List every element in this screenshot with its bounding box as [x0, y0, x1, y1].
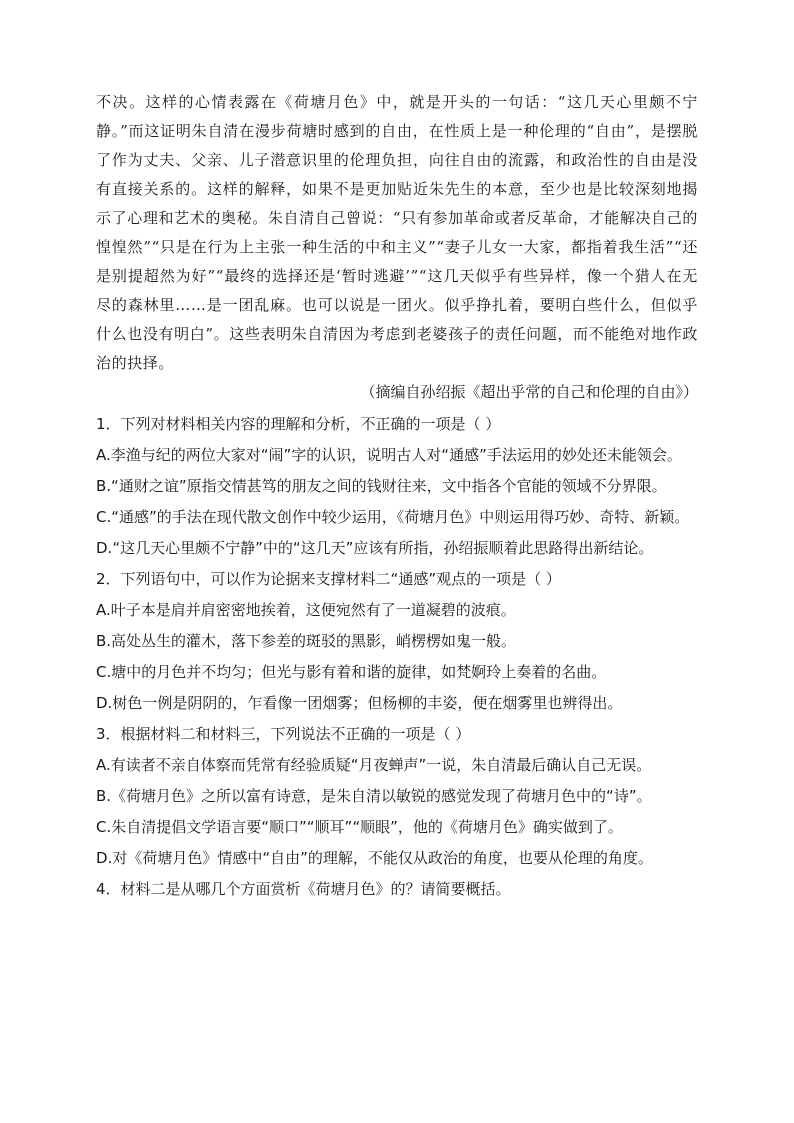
option-a: A.有读者不亲自体察而凭常有经验质疑“月夜蝉声”一说，朱自清最后确认自己无误。 [96, 756, 652, 774]
question-stem: 3．根据材料二和材料三，下列说法不正确的一项是（ ） [96, 725, 471, 743]
option-a: A.李渔与纪的两位大家对“闹”字的认识，说明古人对“通感”手法运用的妙处还未能领会。 [96, 446, 682, 464]
question-stem: 2．下列语句中，可以作为论据来支撑材料二“通感”观点的一项是（ ） [96, 570, 561, 588]
option-b: B.《荷塘月色》之所以富有诗意，是朱自清以敏锐的感觉发现了荷塘月色中的“诗”。 [96, 787, 652, 805]
option-b: B.高处丛生的灌木，落下参差的斑驳的黑影，峭楞楞如鬼一般。 [96, 632, 517, 650]
passage-paragraph: 不决。这样的心情表露在《荷塘月色》中，就是开头的一句话：“这几天心里颇不宁静。”而这证明朱自清在漫步荷塘时感到的自由，在性质上是一种伦理的“自由”，是摆脱了作为丈夫、父亲、儿子潜意识里的伦理负担，向往自由的流露，和政治性的自由是没有直接关系的。这样的解释，如果不是更加贴近朱先生的本意，至少也是比较深刻地揭示了心理和艺术的奥秘。朱自清自己曾说：“只有参加革命或者反革命，才能解决自己的惶惶然”“只是在行为上主张一种生活的中和主义”“妻子儿女一大家，都指着我生活”“还是别提超然为好”“最终的选择还是‘暂时逃避’”“这几天似乎有些异样，像一个猎人在无尽的森林里……是一团乱麻。也可以说是一团火。似乎挣扎着，要明白些什么，但似乎什么也没有明白”。这些表明朱自清因为考虑到老婆孩子的责任问题，而不能绝对地作政治的抉择。 [96, 93, 698, 372]
option-b: B.“通财之谊”原指交情甚笃的朋友之间的钱财往来，文中指各个官能的领域不分界限。 [96, 477, 667, 495]
question-list [96, 409, 698, 905]
question-1 [96, 409, 698, 564]
question-4 [96, 874, 698, 905]
passage-source: （摘编自孙绍振《超出乎常的自己和伦理的自由》） [360, 383, 698, 401]
option-a: A.叶子本是肩并肩密密地挨着，这便宛然有了一道凝碧的波痕。 [96, 601, 516, 619]
question-stem: 1．下列对材料相关内容的理解和分析，不正确的一项是（ ） [96, 415, 501, 433]
question-3 [96, 719, 698, 874]
option-d: D.树色一例是阴阴的，乍看像一团烟雾；但杨柳的丰姿，便在烟雾里也辨得出。 [96, 694, 623, 712]
option-d: D.“这几天心里颇不宁静”中的“这几天”应该有所指，孙绍振顺着此思路得出新结论。 [96, 539, 654, 557]
option-c: C.塘中的月色并不均匀；但光与影有着和谐的旋律，如梵婀玲上奏着的名曲。 [96, 663, 607, 681]
question-stem: 4．材料二是从哪几个方面赏析《荷塘月色》的？请简要概括。 [96, 880, 511, 898]
option-c: C.“通感”的手法在现代散文创作中较少运用，《荷塘月色》中则运用得巧妙、奇特、新颖。 [96, 508, 690, 526]
option-c: C.朱自清提倡文学语言要“顺口”“顺耳”“顺眼”，他的《荷塘月色》确实做到了。 [96, 818, 623, 836]
question-2 [96, 564, 698, 719]
option-d: D.对《荷塘月色》情感中“自由”的理解，不能仅从政治的角度，也要从伦理的角度。 [96, 849, 653, 867]
passage-text-block [96, 88, 698, 378]
